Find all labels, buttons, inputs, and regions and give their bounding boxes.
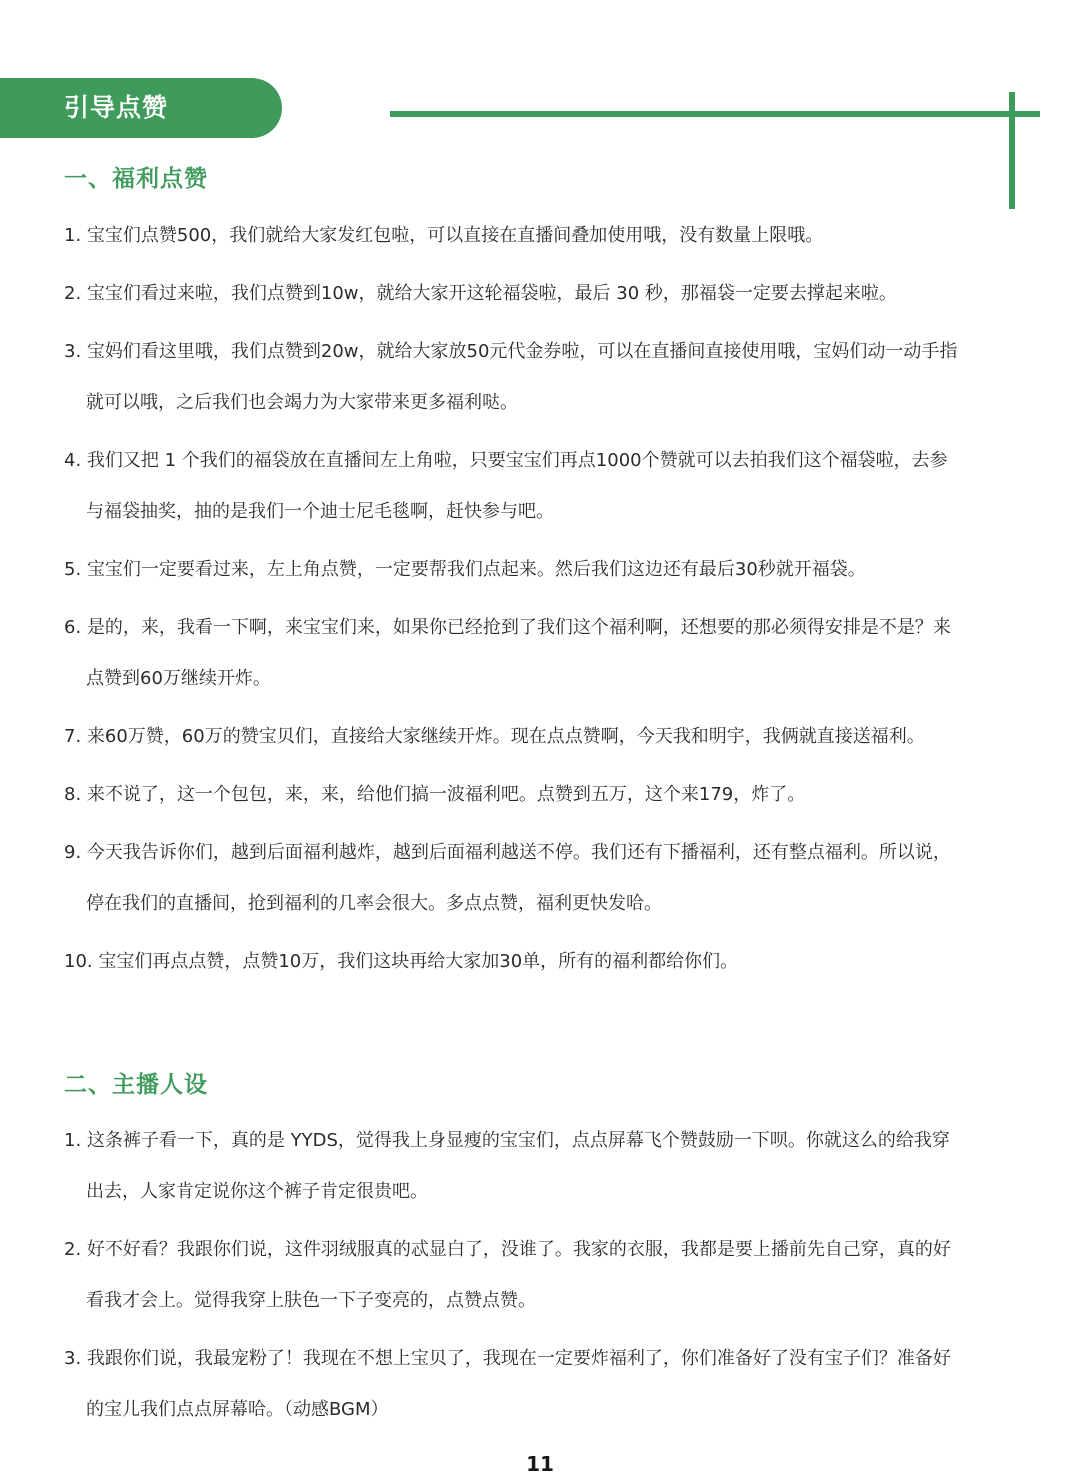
list-item-text: 2. 好不好看？我跟你们说，这件羽绒服真的忒显白了，没谁了。我家的衣服，我都是要上播前先自己穿，真的好 xyxy=(64,1239,951,1260)
decorative-rule-horizontal xyxy=(390,111,1040,117)
section-heading-welfare-likes: 一、福利点赞 xyxy=(64,166,208,192)
list-item xyxy=(64,326,1014,428)
list-item-continuation: 点赞到60万继续开炸。 xyxy=(86,668,271,689)
host-persona-list xyxy=(64,1115,1014,1442)
list-item-text: 2. 宝宝们看过来啦，我们点赞到10w，就给大家开这轮福袋啦，最后 30 秒，那福袋一定要去撑起来啦。 xyxy=(64,283,897,304)
list-item xyxy=(64,435,1014,537)
list-item xyxy=(64,769,1014,820)
list-item-continuation: 停在我们的直播间，抢到福利的几率会很大。多点点赞，福利更快发哈。 xyxy=(86,893,662,914)
list-item xyxy=(64,210,1014,261)
welfare-likes-list xyxy=(64,210,1014,994)
list-item-text: 6. 是的，来，我看一下啊，来宝宝们来，如果你已经抢到了我们这个福利啊，还想要的那必须得安排是不是？来 xyxy=(64,617,951,638)
list-item-continuation: 的宝儿我们点点屏幕哈。（动感BGM） xyxy=(86,1399,389,1420)
list-item-continuation: 就可以哦，之后我们也会竭力为大家带来更多福利哒。 xyxy=(86,392,518,413)
list-item-text: 3. 我跟你们说，我最宠粉了！我现在不想上宝贝了，我现在一定要炸福利了，你们准备好了没有宝子们？准备好 xyxy=(64,1348,951,1369)
list-item-text: 1. 这条裤子看一下，真的是 YYDS，觉得我上身显瘦的宝宝们，点点屏幕飞个赞鼓励一下呗。你就这么的给我穿 xyxy=(64,1130,950,1151)
section-banner xyxy=(0,78,282,138)
list-item-text: 10. 宝宝们再点点赞，点赞10万，我们这块再给大家加30单，所有的福利都给你们。 xyxy=(64,951,739,972)
list-item xyxy=(64,827,1014,929)
list-item xyxy=(64,1115,1014,1217)
list-item-text: 3. 宝妈们看这里哦，我们点赞到20w，就给大家放50元代金券啦，可以在直播间直接使用哦，宝妈们动一动手指 xyxy=(64,341,958,362)
list-item xyxy=(64,268,1014,319)
list-item-continuation: 与福袋抽奖，抽的是我们一个迪士尼毛毯啊，赶快参与吧。 xyxy=(86,501,554,522)
list-item xyxy=(64,936,1014,987)
list-item xyxy=(64,1224,1014,1326)
list-item xyxy=(64,711,1014,762)
section-heading-host-persona: 二、主播人设 xyxy=(64,1072,208,1098)
decorative-rule-vertical xyxy=(1009,92,1015,209)
list-item xyxy=(64,544,1014,595)
list-item-text: 7. 来60万赞，60万的赞宝贝们，直接给大家继续开炸。现在点点赞啊，今天我和明宇，我俩就直接送福利。 xyxy=(64,726,925,747)
list-item-text: 4. 我们又把 1 个我们的福袋放在直播间左上角啦，只要宝宝们再点1000个赞就可以去拍我们这个福袋啦，去参 xyxy=(64,450,948,471)
list-item-text: 9. 今天我告诉你们，越到后面福利越炸，越到后面福利越送不停。我们还有下播福利，还有整点福利。所以说， xyxy=(64,842,951,863)
list-item-continuation: 出去，人家肯定说你这个裤子肯定很贵吧。 xyxy=(86,1181,428,1202)
list-item xyxy=(64,602,1014,704)
page-number: 11 xyxy=(526,1452,554,1476)
list-item-continuation: 看我才会上。觉得我穿上肤色一下子变亮的，点赞点赞。 xyxy=(86,1290,536,1311)
list-item-text: 5. 宝宝们一定要看过来，左上角点赞，一定要帮我们点起来。然后我们这边还有最后30秒就开福袋。 xyxy=(64,559,866,580)
list-item xyxy=(64,1333,1014,1435)
list-item-text: 1. 宝宝们点赞500，我们就给大家发红包啦，可以直接在直播间叠加使用哦，没有数量上限哦。 xyxy=(64,225,824,246)
banner-title: 引导点赞 xyxy=(64,93,169,122)
list-item-text: 8. 来不说了，这一个包包，来，来，给他们搞一波福利吧。点赞到五万，这个来179，炸了。 xyxy=(64,784,806,805)
